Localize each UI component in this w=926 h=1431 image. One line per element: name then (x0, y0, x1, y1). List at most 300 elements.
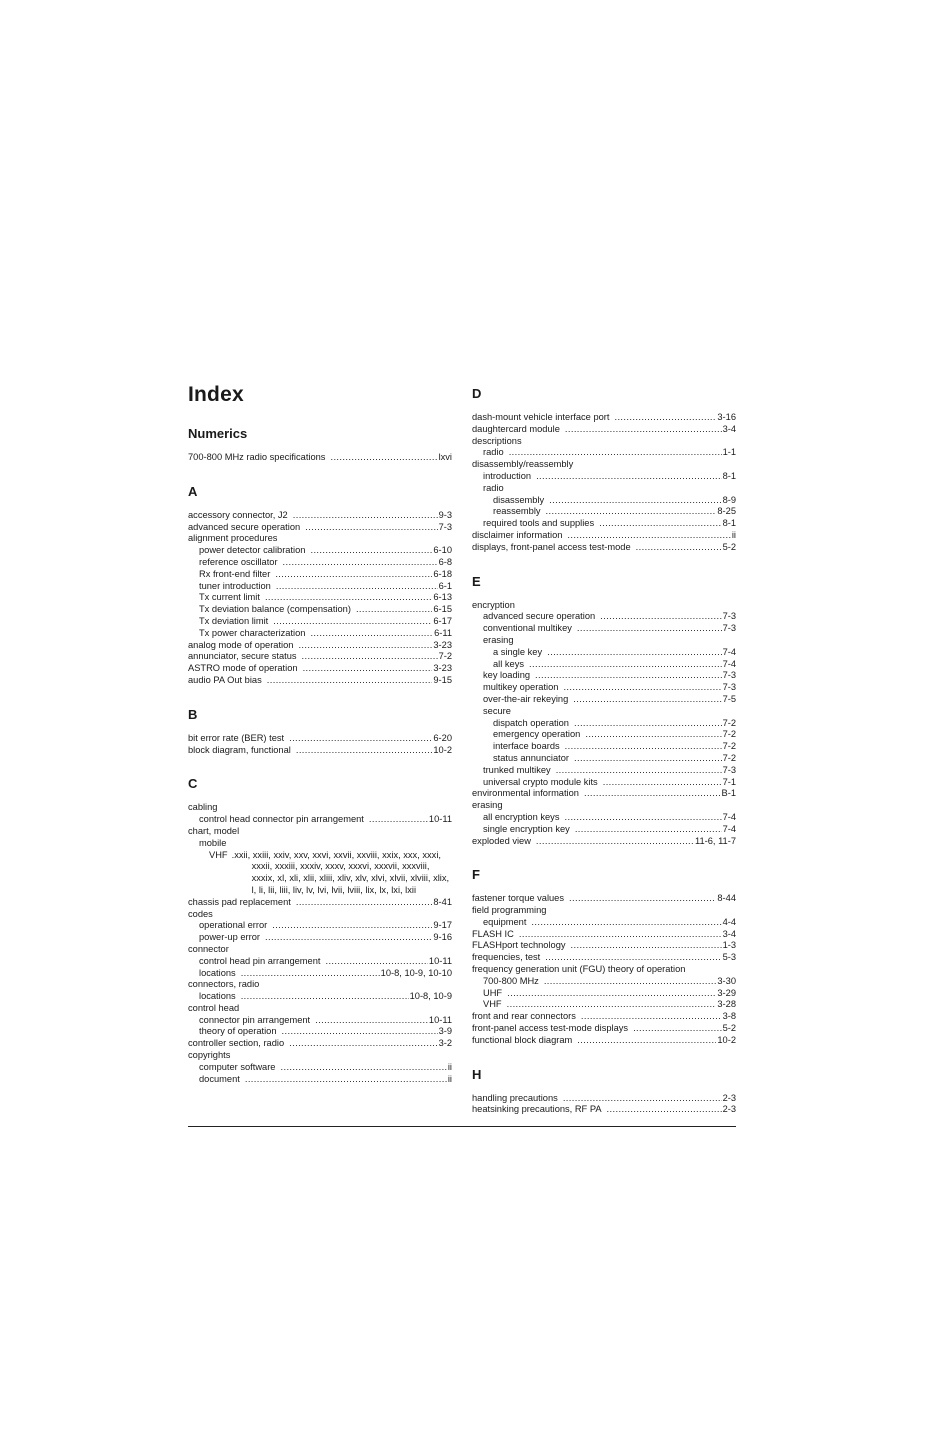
index-entry (188, 1050, 452, 1062)
entry-text: fastener torque values (472, 893, 564, 904)
index-entry (472, 682, 736, 694)
entry-page: 10-8, 10-9 (409, 991, 452, 1002)
dot-leader (310, 628, 433, 640)
entry-text: daughtercard module (472, 423, 560, 434)
dot-leader (545, 952, 721, 964)
index-entry (472, 836, 736, 848)
index-entry (472, 988, 736, 1000)
entry-text: single encryption key (483, 823, 570, 834)
entry-page: 3-29 (717, 987, 736, 998)
entry-text: exploded view (472, 835, 531, 846)
entry-list (472, 412, 736, 554)
index-entry (472, 964, 736, 976)
section-heading: B (188, 706, 198, 722)
dot-leader (614, 412, 716, 424)
entry-text: dispatch operation (493, 717, 569, 728)
index-entry (472, 506, 736, 518)
index-entry (188, 920, 452, 932)
dot-leader (571, 940, 722, 952)
entry-text: key loading (483, 670, 531, 681)
dot-leader (325, 956, 427, 968)
entry-page: 7-2 (722, 717, 736, 728)
entry-page: 10-11 (428, 955, 452, 966)
index-entry (472, 765, 736, 777)
entry-page: 5-3 (722, 952, 736, 963)
entry-text: disassembly (493, 494, 545, 505)
entry-text: displays, front-panel access test-mode (472, 541, 631, 552)
entry-text: secure (483, 705, 511, 716)
index-entry (188, 1015, 452, 1027)
entry-text: annunciator, secure status (188, 651, 297, 662)
entry-text: handling precautions (472, 1092, 558, 1103)
entry-page: ii (731, 529, 736, 540)
entry-page: 10-8, 10-9, 10-10 (380, 967, 452, 978)
entry-text: accessory connector, J2 (188, 509, 288, 520)
entry-text: Rx front-end filter (199, 568, 271, 579)
entry-text: alignment procedures (188, 533, 278, 544)
index-entry (472, 647, 736, 659)
index-entry (188, 826, 452, 838)
dot-leader (305, 522, 437, 534)
index-entry (472, 741, 736, 753)
section-heading: H (472, 1066, 482, 1082)
dot-leader (303, 663, 433, 675)
left-column (188, 380, 452, 1085)
index-entry (472, 424, 736, 436)
index-entry (472, 753, 736, 765)
entry-text: equipment (483, 916, 527, 927)
index-section-c (188, 776, 452, 1085)
index-entry (472, 905, 736, 917)
index-entry (188, 452, 452, 464)
index-entry (472, 929, 736, 941)
entry-page: 7-2 (722, 741, 736, 752)
dot-leader (245, 1074, 447, 1086)
entry-text: power detector calibration (199, 545, 306, 556)
entry-page: 7-2 (722, 729, 736, 740)
entry-text: required tools and supplies (483, 518, 595, 529)
entry-page: 4-4 (722, 916, 736, 927)
entry-page: 11-6, 11-7 (694, 835, 736, 846)
entry-page: 6-11 (434, 627, 452, 638)
entry-text: environmental information (472, 788, 579, 799)
entry-page: ii (447, 1073, 452, 1084)
index-entry (472, 777, 736, 789)
index-entry (188, 651, 452, 663)
index-entry (472, 952, 736, 964)
dot-leader (272, 920, 432, 932)
footer-rule (188, 1126, 736, 1127)
entry-text: computer software (199, 1061, 276, 1072)
entry-text: chart, model (188, 825, 240, 836)
entry-page: 7-3 (722, 670, 736, 681)
index-entry (472, 530, 736, 542)
index-entry (188, 604, 452, 616)
dot-leader (633, 1023, 722, 1035)
entry-text: erasing (472, 800, 503, 811)
entry-page: 8-41 (433, 896, 452, 907)
entry-text: UHF (483, 987, 503, 998)
entry-text: codes (188, 908, 213, 919)
entry-text: connectors, radio (188, 979, 260, 990)
dot-leader (283, 557, 438, 569)
entry-page: 7-3 (438, 521, 452, 532)
entry-text: chassis pad replacement (188, 896, 291, 907)
index-entry (472, 471, 736, 483)
entry-page: 5-2 (722, 541, 736, 552)
dot-leader (564, 812, 721, 824)
index-entry (472, 999, 736, 1011)
index-entry (472, 483, 736, 495)
index-section-numerics (188, 426, 452, 464)
entry-page: 6-1 (438, 580, 452, 591)
entry-page: 7-4 (722, 811, 736, 822)
entry-page: 6-8 (438, 556, 452, 567)
index-entry (472, 611, 736, 623)
dot-leader (519, 929, 722, 941)
entry-page: 2-3 (722, 1104, 736, 1115)
dot-leader (569, 893, 716, 905)
dot-leader (573, 694, 721, 706)
index-entry (188, 640, 452, 652)
index-entry (188, 581, 452, 593)
dot-leader (574, 753, 722, 765)
entry-text: encryption (472, 599, 515, 610)
entry-text: advanced secure operation (483, 611, 596, 622)
dot-leader (509, 447, 722, 459)
entry-text: over-the-air rekeying (483, 693, 569, 704)
entry-text: a single key (493, 646, 543, 657)
entry-page: 1-3 (722, 940, 736, 951)
entry-page: lxvi (438, 452, 452, 462)
dot-leader (369, 814, 428, 826)
entry-text: frequencies, test (472, 952, 541, 963)
dot-leader (536, 836, 694, 848)
section-heading: D (472, 386, 482, 401)
entry-page: 2-3 (722, 1092, 736, 1103)
entry-list (188, 510, 452, 687)
entry-text: Tx power characterization (199, 627, 306, 638)
entry-text: frequency generation unit (FGU) theory of operation (472, 964, 686, 975)
index-entry (472, 623, 736, 635)
entry-page: 5-2 (722, 1023, 736, 1034)
entry-page: 8-25 (717, 506, 736, 517)
index-section-f (472, 867, 736, 1046)
index-entry (472, 976, 736, 988)
entry-page: 3-4 (722, 423, 736, 434)
entry-page: 3-2 (438, 1038, 452, 1049)
section-heading: C (188, 776, 198, 792)
entry-text: theory of operation (199, 1026, 277, 1037)
index-entry (472, 729, 736, 741)
index-entry (472, 706, 736, 718)
dot-leader (535, 670, 722, 682)
entry-text: FLASH IC (472, 928, 514, 939)
index-entry (472, 812, 736, 824)
entry-text: VHF (483, 999, 502, 1010)
entry-page: B-1 (721, 788, 736, 799)
entry-text: heatsinking precautions, RF PA (472, 1104, 602, 1115)
entry-text: all keys (493, 658, 525, 669)
entry-page: 9-3 (438, 509, 452, 520)
index-entry (188, 1003, 452, 1015)
entry-page: 9-17 (433, 920, 452, 931)
entry-text: ASTRO mode of operation (188, 663, 298, 674)
dot-leader (547, 647, 721, 659)
entry-text: trunked multikey (483, 764, 551, 775)
index-entry (188, 802, 452, 814)
entry-list (472, 893, 736, 1046)
index-entry (472, 1035, 736, 1047)
dot-leader (531, 917, 721, 929)
index-entry (188, 510, 452, 522)
entry-text: locations (199, 967, 236, 978)
dot-leader (265, 932, 432, 944)
index-entry (472, 1104, 736, 1116)
dot-leader (310, 545, 432, 557)
index-entry (472, 495, 736, 507)
entry-text: descriptions (472, 435, 522, 446)
dot-leader (577, 1035, 716, 1047)
dot-leader (575, 824, 722, 836)
dot-leader (574, 718, 722, 730)
entry-text: radio (483, 447, 504, 458)
entry-text: block diagram, functional (188, 744, 291, 755)
entry-list (472, 600, 736, 848)
entry-text: connector pin arrangement (199, 1014, 311, 1025)
entry-text: erasing (483, 634, 514, 645)
entry-text: cabling (188, 802, 218, 813)
index-entry (472, 436, 736, 448)
index-entry (188, 592, 452, 604)
entry-text: introduction (483, 470, 532, 481)
dot-leader (584, 788, 721, 800)
entry-page: 3-30 (717, 975, 736, 986)
entry-text: status annunciator (493, 752, 569, 763)
entry-page: 3-23 (433, 639, 452, 650)
entry-page: 9-15 (433, 674, 452, 685)
index-entry (188, 628, 452, 640)
entry-text: tuner introduction (199, 580, 271, 591)
index-entry (472, 447, 736, 459)
dot-leader (315, 1015, 428, 1027)
dot-leader (330, 452, 437, 464)
entry-text: analog mode of operation (188, 639, 294, 650)
index-entry (472, 518, 736, 530)
index-entry (472, 917, 736, 929)
entry-text: bit error rate (BER) test (188, 732, 285, 743)
dot-leader (507, 988, 716, 1000)
index-entry (472, 824, 736, 836)
dot-leader (507, 999, 717, 1011)
dot-leader (280, 1062, 446, 1074)
entry-text: document (199, 1073, 240, 1084)
entry-wrap (209, 850, 452, 897)
entry-page: 6-18 (433, 568, 452, 579)
entry-text: operational error (199, 920, 268, 931)
entry-text: controller section, radio (188, 1038, 285, 1049)
entry-page: 6-10 (433, 545, 452, 556)
dot-leader (536, 471, 721, 483)
dot-leader (241, 968, 380, 980)
entry-page: 3-8 (722, 1011, 736, 1022)
index-entry (188, 944, 452, 956)
entry-text: advanced secure operation (188, 521, 301, 532)
entry-page: 7-4 (722, 658, 736, 669)
dot-leader (549, 495, 721, 507)
dot-leader (607, 1104, 722, 1116)
index-entry (472, 635, 736, 647)
entry-page: 8-9 (722, 494, 736, 505)
index-entry (472, 542, 736, 554)
dot-leader (585, 729, 721, 741)
entry-text: disassembly/reassembly (472, 459, 574, 470)
entry-page: 10-2 (433, 744, 452, 755)
entry-text: reference oscillator (199, 556, 278, 567)
index-entry (472, 718, 736, 730)
entry-text: reassembly (493, 506, 541, 517)
entry-text: connector (188, 943, 229, 954)
entry-text: interface boards (493, 741, 560, 752)
right-column (472, 380, 736, 1116)
dot-leader (241, 991, 409, 1003)
entry-page: 1-1 (722, 447, 736, 458)
entry-page: 7-3 (722, 682, 736, 693)
entry-list (188, 452, 452, 464)
entry-text: Tx deviation balance (compensation) (199, 604, 351, 615)
index-entry (188, 979, 452, 991)
entry-page: 7-4 (722, 646, 736, 657)
entry-page: 9-16 (433, 932, 452, 943)
dot-leader (273, 616, 432, 628)
entry-text: radio (483, 482, 504, 493)
dot-leader (267, 675, 433, 687)
page-title: Index (188, 383, 244, 406)
entry-text: emergency operation (493, 729, 581, 740)
entry-page: 3-16 (717, 412, 736, 422)
entry-page: 7-3 (722, 611, 736, 622)
dot-leader (603, 777, 722, 789)
entry-text: VHF (209, 849, 228, 860)
entry-text: FLASHport technology (472, 940, 566, 951)
entry-page: 7-1 (722, 776, 736, 787)
entry-page: 7-2 (722, 752, 736, 763)
index-entry (472, 800, 736, 812)
index-entry (188, 522, 452, 534)
index-section-h (472, 1067, 736, 1117)
entry-page: 6-13 (433, 592, 452, 603)
index-entry (472, 893, 736, 905)
index-entry (472, 659, 736, 671)
index-entry (188, 1074, 452, 1086)
index-entry (188, 745, 452, 757)
dot-leader (546, 506, 717, 518)
dot-leader (567, 530, 730, 542)
index-entry (188, 814, 452, 826)
index-entry (188, 663, 452, 675)
entry-page: 7-3 (722, 623, 736, 634)
index-entry (188, 733, 452, 745)
index-entry (188, 897, 452, 909)
entry-text: Tx deviation limit (199, 615, 269, 626)
entry-text: 700-800 MHz (483, 975, 539, 986)
index-entry (188, 533, 452, 545)
dot-leader (296, 897, 433, 909)
dot-leader (356, 604, 432, 616)
entry-page: 3-23 (433, 663, 452, 674)
index-entry (188, 909, 452, 921)
dot-leader (276, 581, 438, 593)
index-entry (472, 412, 736, 424)
dot-leader (265, 592, 432, 604)
dot-leader (563, 682, 721, 694)
section-heading: F (472, 867, 480, 883)
dot-leader (600, 611, 721, 623)
dot-leader (556, 765, 722, 777)
entry-page: 6-15 (433, 604, 452, 615)
entry-page: 3-28 (717, 999, 736, 1010)
index-entry (188, 675, 452, 687)
entry-text: copyrights (188, 1050, 231, 1061)
entry-page: 7-2 (438, 651, 452, 662)
entry-pages: .xxii, xxiii, xxiv, xxv, xxvi, xxvii, xxviii, xxix, xxx, xxxi, xxxii, xxxiii, xxxiv, xxxv, xxxvi, xxxvii, xxxviii, xxxix, xl, xli, xlii, xliii, xliv, xlv, xlvi, xlvii, xlviii, xlix, l, li, lii, liii, liv, lv, lvi, lvii, lviii, lix, lx, lxi, lxii (231, 849, 450, 895)
index-entry (188, 991, 452, 1003)
dot-leader (565, 424, 722, 436)
entry-text: front and rear connectors (472, 1011, 576, 1022)
index-entry (188, 557, 452, 569)
dot-leader (599, 518, 721, 530)
entry-page: 8-1 (722, 518, 736, 529)
entry-text: front-panel access test-mode displays (472, 1023, 629, 1034)
index-entry (472, 670, 736, 682)
entry-text: conventional multikey (483, 623, 572, 634)
section-heading: Numerics (188, 426, 248, 441)
dot-leader (581, 1011, 722, 1023)
entry-text: field programming (472, 905, 547, 916)
dot-leader (636, 542, 722, 554)
entry-page: 7-3 (722, 764, 736, 775)
entry-text: mobile (199, 837, 227, 848)
index-entry (472, 600, 736, 612)
entry-list (188, 802, 452, 1085)
index-section-a (188, 484, 452, 687)
index-section-e (472, 574, 736, 848)
index-entry (188, 932, 452, 944)
dot-leader (296, 745, 433, 757)
entry-page: 10-2 (717, 1034, 736, 1045)
entry-page: 8-44 (717, 893, 736, 904)
dot-leader (289, 1038, 437, 1050)
index-entry (188, 968, 452, 980)
section-heading: A (188, 483, 198, 499)
entry-text: dash-mount vehicle interface port (472, 412, 610, 422)
entry-text: control head (188, 1002, 240, 1013)
dot-leader (298, 640, 432, 652)
index-entry (188, 850, 452, 897)
dot-leader (529, 659, 722, 671)
entry-text: all encryption keys (483, 811, 560, 822)
index-entry (472, 788, 736, 800)
index-entry (472, 1093, 736, 1105)
dot-leader (282, 1026, 438, 1038)
index-entry (188, 1038, 452, 1050)
entry-text: power-up error (199, 932, 260, 943)
entry-text: disclaimer information (472, 529, 563, 540)
dot-leader (289, 733, 432, 745)
index-entry (188, 569, 452, 581)
entry-page: 6-17 (433, 615, 452, 626)
entry-text: Tx current limit (199, 592, 260, 603)
